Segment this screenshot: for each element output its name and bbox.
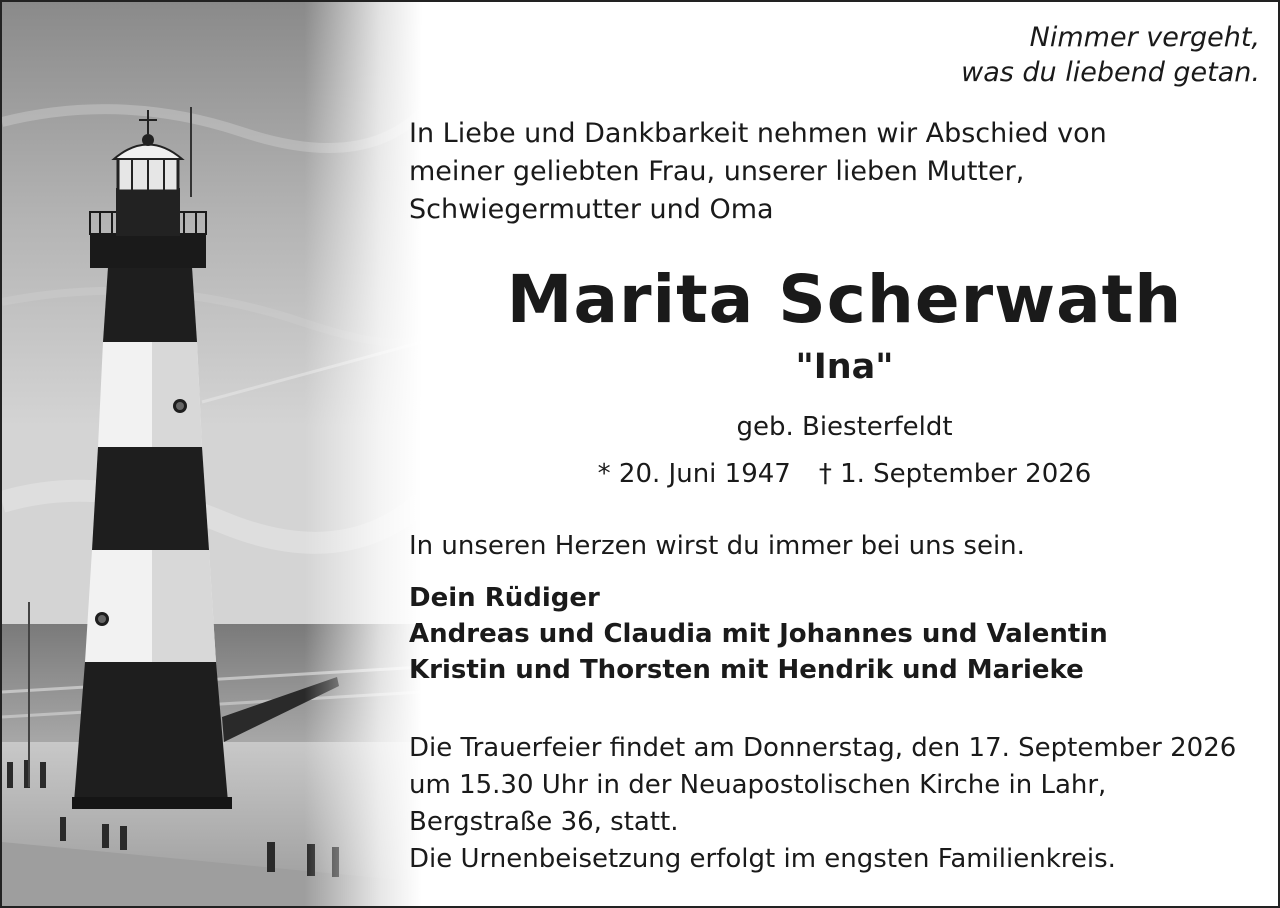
memorial-verse: In unseren Herzen wirst du immer bei uns sein. [409, 531, 1025, 561]
service-line: Bergstraße 36, statt. [409, 807, 679, 837]
birth-name: geb. Biesterfeldt [736, 412, 953, 442]
life-dates [422, 455, 1267, 493]
death-date: † 1. September 2026 [818, 459, 1092, 489]
birth-date: * 20. Juni 1947 [597, 459, 791, 489]
service-line: Die Trauerfeier findet am Donnerstag, den 17. September 2026 [409, 733, 1237, 763]
family-line: Andreas und Claudia mit Johannes und Valentin [409, 619, 1108, 649]
motto [961, 20, 1260, 90]
intro-text [409, 115, 1107, 229]
service-line: Die Urnenbeisetzung erfolgt im engsten Familienkreis. [409, 844, 1116, 874]
motto-line: was du liebend getan. [961, 57, 1260, 88]
lighthouse-photo [2, 2, 422, 906]
intro-line: meiner geliebten Frau, unserer lieben Mutter, [409, 156, 1025, 187]
deceased-nickname: "Ina" [795, 347, 894, 387]
motto-line: Nimmer vergeht, [1029, 22, 1260, 53]
service-line: um 15.30 Uhr in der Neuapostolischen Kirche in Lahr, [409, 770, 1107, 800]
service-details [409, 730, 1236, 878]
intro-line: In Liebe und Dankbarkeit nehmen wir Abschied von [409, 118, 1107, 149]
family-signatures [409, 580, 1108, 688]
intro-line: Schwiegermutter und Oma [409, 194, 774, 225]
family-line: Dein Rüdiger [409, 583, 600, 613]
deceased-name: Marita Scherwath [506, 261, 1183, 338]
family-line: Kristin und Thorsten mit Hendrik und Marieke [409, 655, 1084, 685]
